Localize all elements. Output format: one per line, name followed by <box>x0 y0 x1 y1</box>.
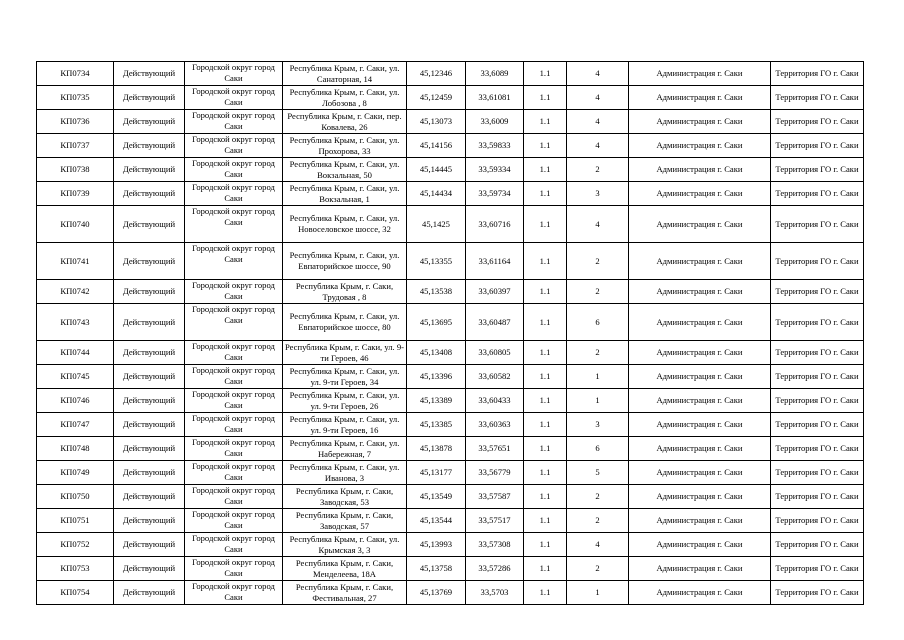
cell-district: Городской округ город Саки <box>185 134 283 158</box>
cell-organization: Администрация г. Саки <box>629 365 771 389</box>
cell-longitude: 33,57286 <box>466 557 524 581</box>
cell-address: Республика Крым, г. Саки, ул. Санаторная, 14 <box>283 62 407 86</box>
cell-longitude: 33,59833 <box>466 134 524 158</box>
cell-territory: Территория ГО г. Саки <box>771 304 864 341</box>
cell-territory: Территория ГО г. Саки <box>771 280 864 304</box>
cell-id: КП0734 <box>37 62 114 86</box>
cell-id: КП0748 <box>37 437 114 461</box>
cell-territory: Территория ГО г. Саки <box>771 243 864 280</box>
cell-territory: Территория ГО г. Саки <box>771 581 864 605</box>
cell-address: Республика Крым, г. Саки, ул. Евпаторийское шоссе, 80 <box>283 304 407 341</box>
cell-address: Республика Крым, г. Саки, ул. Новоселовское шоссе, 32 <box>283 206 407 243</box>
cell-id: КП0745 <box>37 365 114 389</box>
cell-district: Городской округ город Саки <box>185 485 283 509</box>
cell-address: Республика Крым, г. Саки, Заводская, 57 <box>283 509 407 533</box>
cell-organization: Администрация г. Саки <box>629 280 771 304</box>
cell-count: 3 <box>567 182 629 206</box>
cell-latitude: 45,13177 <box>407 461 466 485</box>
cell-count: 3 <box>567 413 629 437</box>
cell-latitude: 45,13073 <box>407 110 466 134</box>
cell-organization: Администрация г. Саки <box>629 158 771 182</box>
cell-district: Городской округ город Саки <box>185 110 283 134</box>
cell-count: 2 <box>567 485 629 509</box>
table-row <box>37 110 864 134</box>
cell-latitude: 45,13695 <box>407 304 466 341</box>
cell-latitude: 45,13544 <box>407 509 466 533</box>
cell-latitude: 45,14434 <box>407 182 466 206</box>
cell-count: 4 <box>567 86 629 110</box>
cell-territory: Территория ГО г. Саки <box>771 62 864 86</box>
cell-status: Действующий <box>114 437 185 461</box>
table-row <box>37 437 864 461</box>
cell-count: 1 <box>567 581 629 605</box>
cell-latitude: 45,13878 <box>407 437 466 461</box>
cell-territory: Территория ГО г. Саки <box>771 158 864 182</box>
cell-address: Республика Крым, г. Саки, ул. 9-ти Героев, 46 <box>283 341 407 365</box>
cell-status: Действующий <box>114 413 185 437</box>
cell-latitude: 45,14156 <box>407 134 466 158</box>
table-row <box>37 365 864 389</box>
cell-latitude: 45,12459 <box>407 86 466 110</box>
cell-id: КП0737 <box>37 134 114 158</box>
cell-status: Действующий <box>114 243 185 280</box>
cell-count: 6 <box>567 437 629 461</box>
cell-code: 1.1 <box>524 158 567 182</box>
cell-address: Республика Крым, г. Саки, Заводская, 53 <box>283 485 407 509</box>
cell-code: 1.1 <box>524 581 567 605</box>
cell-organization: Администрация г. Саки <box>629 243 771 280</box>
cell-status: Действующий <box>114 134 185 158</box>
cell-address: Республика Крым, г. Саки, ул. Евпаторийское шоссе, 90 <box>283 243 407 280</box>
cell-id: КП0740 <box>37 206 114 243</box>
cell-longitude: 33,60582 <box>466 365 524 389</box>
cell-territory: Территория ГО г. Саки <box>771 461 864 485</box>
cell-id: КП0736 <box>37 110 114 134</box>
cell-organization: Администрация г. Саки <box>629 62 771 86</box>
table-row <box>37 341 864 365</box>
cell-id: КП0747 <box>37 413 114 437</box>
cell-status: Действующий <box>114 461 185 485</box>
cell-latitude: 45,12346 <box>407 62 466 86</box>
cell-longitude: 33,60716 <box>466 206 524 243</box>
cell-organization: Администрация г. Саки <box>629 182 771 206</box>
cell-count: 5 <box>567 461 629 485</box>
cell-territory: Территория ГО г. Саки <box>771 437 864 461</box>
cell-district: Городской округ город Саки <box>185 461 283 485</box>
cell-district: Городской округ город Саки <box>185 62 283 86</box>
cell-organization: Администрация г. Саки <box>629 581 771 605</box>
cell-id: КП0744 <box>37 341 114 365</box>
table-row <box>37 581 864 605</box>
cell-longitude: 33,6009 <box>466 110 524 134</box>
cell-status: Действующий <box>114 304 185 341</box>
cell-code: 1.1 <box>524 110 567 134</box>
cell-district: Городской округ город Саки <box>185 304 283 341</box>
cell-district: Городской округ город Саки <box>185 509 283 533</box>
cell-district: Городской округ город Саки <box>185 581 283 605</box>
cell-territory: Территория ГО г. Саки <box>771 206 864 243</box>
cell-status: Действующий <box>114 533 185 557</box>
cell-count: 2 <box>567 341 629 365</box>
cell-count: 4 <box>567 533 629 557</box>
cell-latitude: 45,13385 <box>407 413 466 437</box>
cell-longitude: 33,61164 <box>466 243 524 280</box>
cell-latitude: 45,13538 <box>407 280 466 304</box>
cell-district: Городской округ город Саки <box>185 86 283 110</box>
cell-longitude: 33,57587 <box>466 485 524 509</box>
table-row <box>37 304 864 341</box>
cell-id: КП0753 <box>37 557 114 581</box>
cell-latitude: 45,13993 <box>407 533 466 557</box>
cell-status: Действующий <box>114 557 185 581</box>
cell-latitude: 45,13389 <box>407 389 466 413</box>
cell-code: 1.1 <box>524 533 567 557</box>
cell-code: 1.1 <box>524 134 567 158</box>
cell-count: 2 <box>567 557 629 581</box>
cell-status: Действующий <box>114 509 185 533</box>
registry-rows <box>37 62 864 605</box>
cell-latitude: 45,14445 <box>407 158 466 182</box>
cell-code: 1.1 <box>524 461 567 485</box>
cell-status: Действующий <box>114 485 185 509</box>
table-row <box>37 158 864 182</box>
table-row <box>37 182 864 206</box>
cell-territory: Территория ГО г. Саки <box>771 110 864 134</box>
cell-organization: Администрация г. Саки <box>629 134 771 158</box>
cell-id: КП0742 <box>37 280 114 304</box>
table-row <box>37 485 864 509</box>
cell-longitude: 33,60805 <box>466 341 524 365</box>
cell-id: КП0739 <box>37 182 114 206</box>
cell-id: КП0752 <box>37 533 114 557</box>
cell-district: Городской округ город Саки <box>185 206 283 243</box>
cell-longitude: 33,57308 <box>466 533 524 557</box>
cell-organization: Администрация г. Саки <box>629 557 771 581</box>
cell-address: Республика Крым, г. Саки, Менделеева, 18А <box>283 557 407 581</box>
cell-code: 1.1 <box>524 86 567 110</box>
cell-territory: Территория ГО г. Саки <box>771 341 864 365</box>
cell-count: 6 <box>567 304 629 341</box>
cell-status: Действующий <box>114 158 185 182</box>
cell-district: Городской округ город Саки <box>185 533 283 557</box>
cell-count: 2 <box>567 509 629 533</box>
cell-count: 4 <box>567 110 629 134</box>
cell-latitude: 45,13355 <box>407 243 466 280</box>
cell-territory: Территория ГО г. Саки <box>771 413 864 437</box>
cell-longitude: 33,59334 <box>466 158 524 182</box>
cell-id: КП0751 <box>37 509 114 533</box>
cell-territory: Территория ГО г. Саки <box>771 533 864 557</box>
cell-address: Республика Крым, г. Саки, пер. Ковалева, 26 <box>283 110 407 134</box>
table-row <box>37 413 864 437</box>
cell-latitude: 45,13769 <box>407 581 466 605</box>
cell-district: Городской округ город Саки <box>185 365 283 389</box>
cell-id: КП0749 <box>37 461 114 485</box>
cell-status: Действующий <box>114 389 185 413</box>
cell-address: Республика Крым, г. Саки, ул. Набережная, 7 <box>283 437 407 461</box>
cell-count: 4 <box>567 134 629 158</box>
cell-territory: Территория ГО г. Саки <box>771 134 864 158</box>
cell-longitude: 33,6089 <box>466 62 524 86</box>
cell-address: Республика Крым, г. Саки, ул. Лобозова , 8 <box>283 86 407 110</box>
cell-territory: Территория ГО г. Саки <box>771 86 864 110</box>
cell-district: Городской округ город Саки <box>185 389 283 413</box>
cell-address: Республика Крым, г. Саки, ул. ул. 9-ти Героев, 16 <box>283 413 407 437</box>
cell-district: Городской округ город Саки <box>185 158 283 182</box>
cell-id: КП0746 <box>37 389 114 413</box>
table-row <box>37 243 864 280</box>
cell-id: КП0741 <box>37 243 114 280</box>
cell-latitude: 45,13758 <box>407 557 466 581</box>
cell-longitude: 33,57651 <box>466 437 524 461</box>
cell-district: Городской округ город Саки <box>185 437 283 461</box>
cell-id: КП0754 <box>37 581 114 605</box>
cell-status: Действующий <box>114 62 185 86</box>
cell-count: 4 <box>567 62 629 86</box>
table-row <box>37 389 864 413</box>
cell-organization: Администрация г. Саки <box>629 533 771 557</box>
cell-code: 1.1 <box>524 62 567 86</box>
cell-code: 1.1 <box>524 243 567 280</box>
cell-organization: Администрация г. Саки <box>629 206 771 243</box>
cell-status: Действующий <box>114 365 185 389</box>
cell-id: КП0735 <box>37 86 114 110</box>
cell-code: 1.1 <box>524 341 567 365</box>
cell-address: Республика Крым, г. Саки, ул. Иванова, 3 <box>283 461 407 485</box>
cell-status: Действующий <box>114 341 185 365</box>
cell-territory: Территория ГО г. Саки <box>771 365 864 389</box>
cell-territory: Территория ГО г. Саки <box>771 485 864 509</box>
cell-code: 1.1 <box>524 280 567 304</box>
cell-status: Действующий <box>114 581 185 605</box>
cell-address: Республика Крым, г. Саки, Фестивальная, 27 <box>283 581 407 605</box>
cell-code: 1.1 <box>524 182 567 206</box>
cell-organization: Администрация г. Саки <box>629 461 771 485</box>
cell-organization: Администрация г. Саки <box>629 509 771 533</box>
cell-longitude: 33,61081 <box>466 86 524 110</box>
table-row <box>37 509 864 533</box>
cell-code: 1.1 <box>524 557 567 581</box>
cell-count: 2 <box>567 158 629 182</box>
cell-longitude: 33,5703 <box>466 581 524 605</box>
cell-territory: Территория ГО г. Саки <box>771 509 864 533</box>
cell-code: 1.1 <box>524 437 567 461</box>
cell-status: Действующий <box>114 182 185 206</box>
cell-territory: Территория ГО г. Саки <box>771 389 864 413</box>
cell-address: Республика Крым, г. Саки, ул. Вокзальная, 50 <box>283 158 407 182</box>
cell-territory: Территория ГО г. Саки <box>771 182 864 206</box>
cell-status: Действующий <box>114 110 185 134</box>
cell-address: Республика Крым, г. Саки, ул. Прохорова, 33 <box>283 134 407 158</box>
cell-id: КП0743 <box>37 304 114 341</box>
cell-status: Действующий <box>114 86 185 110</box>
table-row <box>37 461 864 485</box>
cell-longitude: 33,60433 <box>466 389 524 413</box>
cell-district: Городской округ город Саки <box>185 413 283 437</box>
cell-count: 1 <box>567 365 629 389</box>
cell-longitude: 33,57517 <box>466 509 524 533</box>
cell-district: Городской округ город Саки <box>185 280 283 304</box>
cell-latitude: 45,13408 <box>407 341 466 365</box>
cell-address: Республика Крым, г. Саки, Трудовая , 8 <box>283 280 407 304</box>
cell-district: Городской округ город Саки <box>185 243 283 280</box>
cell-code: 1.1 <box>524 413 567 437</box>
cell-district: Городской округ город Саки <box>185 182 283 206</box>
cell-longitude: 33,60487 <box>466 304 524 341</box>
cell-latitude: 45,13396 <box>407 365 466 389</box>
cell-address: Республика Крым, г. Саки, ул. ул. 9-ти Героев, 34 <box>283 365 407 389</box>
cell-district: Городской округ город Саки <box>185 341 283 365</box>
cell-count: 2 <box>567 280 629 304</box>
table-row <box>37 62 864 86</box>
cell-organization: Администрация г. Саки <box>629 110 771 134</box>
cell-organization: Администрация г. Саки <box>629 304 771 341</box>
cell-count: 1 <box>567 389 629 413</box>
cell-longitude: 33,59734 <box>466 182 524 206</box>
cell-status: Действующий <box>114 280 185 304</box>
cell-longitude: 33,56779 <box>466 461 524 485</box>
cell-organization: Администрация г. Саки <box>629 485 771 509</box>
cell-code: 1.1 <box>524 485 567 509</box>
cell-count: 4 <box>567 206 629 243</box>
cell-organization: Администрация г. Саки <box>629 413 771 437</box>
cell-id: КП0750 <box>37 485 114 509</box>
cell-code: 1.1 <box>524 389 567 413</box>
table-row <box>37 206 864 243</box>
registry-table <box>36 61 864 605</box>
cell-latitude: 45,13549 <box>407 485 466 509</box>
cell-address: Республика Крым, г. Саки, ул. Вокзальная, 1 <box>283 182 407 206</box>
cell-address: Республика Крым, г. Саки, ул. ул. 9-ти Героев, 26 <box>283 389 407 413</box>
cell-longitude: 33,60397 <box>466 280 524 304</box>
cell-organization: Администрация г. Саки <box>629 341 771 365</box>
cell-organization: Администрация г. Саки <box>629 86 771 110</box>
cell-code: 1.1 <box>524 365 567 389</box>
cell-organization: Администрация г. Саки <box>629 389 771 413</box>
cell-latitude: 45,1425 <box>407 206 466 243</box>
cell-code: 1.1 <box>524 509 567 533</box>
cell-code: 1.1 <box>524 304 567 341</box>
cell-address: Республика Крым, г. Саки, ул. Крымская 3, 3 <box>283 533 407 557</box>
table-row <box>37 280 864 304</box>
cell-organization: Администрация г. Саки <box>629 437 771 461</box>
cell-status: Действующий <box>114 206 185 243</box>
cell-code: 1.1 <box>524 206 567 243</box>
cell-district: Городской округ город Саки <box>185 557 283 581</box>
table-row <box>37 557 864 581</box>
table-row <box>37 86 864 110</box>
cell-territory: Территория ГО г. Саки <box>771 557 864 581</box>
cell-id: КП0738 <box>37 158 114 182</box>
table-row <box>37 533 864 557</box>
table-row <box>37 134 864 158</box>
cell-longitude: 33,60363 <box>466 413 524 437</box>
cell-count: 2 <box>567 243 629 280</box>
